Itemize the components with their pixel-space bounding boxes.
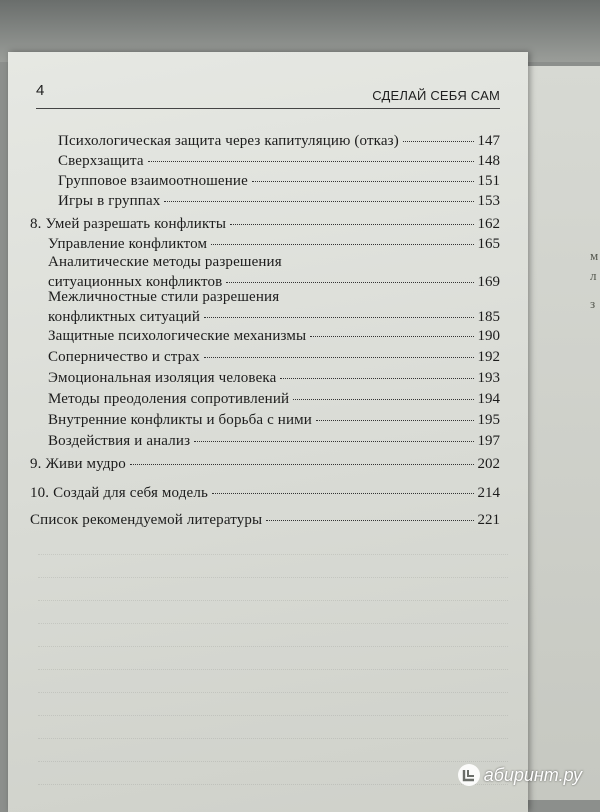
toc-entry bbox=[48, 235, 500, 253]
toc-entry-page: 195 bbox=[477, 412, 500, 428]
toc-entry-title: Эмоциональная изоляция человека bbox=[48, 370, 277, 386]
toc-entry bbox=[58, 152, 500, 170]
toc-entry-page: 197 bbox=[477, 433, 500, 449]
toc-entry bbox=[48, 390, 500, 408]
toc-entry-title: Управление конфликтом bbox=[48, 236, 208, 252]
toc-chapter bbox=[30, 511, 500, 529]
toc-entry-title-line1: Межличностные стили разрешения bbox=[48, 289, 280, 305]
toc-entry-title: Список рекомендуемой литературы bbox=[30, 512, 263, 528]
toc-entry-page: 221 bbox=[477, 512, 500, 528]
toc-entry bbox=[58, 172, 500, 190]
dot-leader bbox=[211, 244, 473, 245]
dot-leader bbox=[293, 399, 473, 400]
running-title: СДЕЛАЙ СЕБЯ САМ bbox=[372, 88, 500, 103]
toc-entry-title: Защитные психологические механизмы bbox=[48, 328, 307, 344]
toc-entry-title: Групповое взаимоотношение bbox=[58, 173, 248, 189]
toc-entry-title: Соперничество и страх bbox=[48, 349, 200, 365]
toc-entry-page: 193 bbox=[477, 370, 500, 386]
toc-entry bbox=[48, 369, 500, 387]
toc-entry-page: 194 bbox=[477, 391, 500, 407]
dot-leader bbox=[252, 181, 474, 182]
toc-entry-page: 202 bbox=[477, 456, 500, 472]
toc-entry-title: 10. Создай для себя модель bbox=[30, 485, 208, 501]
adjacent-page: м л з bbox=[528, 66, 600, 800]
toc-entry bbox=[48, 348, 500, 366]
dot-leader bbox=[230, 224, 473, 225]
toc-entry-page: 153 bbox=[477, 193, 500, 209]
page-number: 4 bbox=[36, 82, 45, 99]
dot-leader bbox=[164, 201, 473, 202]
dot-leader bbox=[194, 441, 473, 442]
dot-leader bbox=[204, 317, 474, 318]
toc-entry-page: 169 bbox=[477, 274, 500, 290]
toc-entry-page: 190 bbox=[477, 328, 500, 344]
toc-chapter bbox=[30, 484, 500, 502]
dot-leader bbox=[280, 378, 473, 379]
toc-entry-page: 148 bbox=[477, 153, 500, 169]
dot-leader bbox=[403, 141, 474, 142]
toc-entry bbox=[48, 308, 500, 326]
dot-leader bbox=[212, 493, 474, 494]
watermark bbox=[458, 764, 582, 786]
watermark-text: абиринт.ру bbox=[483, 764, 582, 785]
toc-entry-page: 165 bbox=[477, 236, 500, 252]
dot-leader bbox=[148, 161, 474, 162]
toc-entry-title: Игры в группах bbox=[58, 193, 161, 209]
toc-entry-page: 185 bbox=[477, 309, 500, 325]
toc-entry-title: 9. Живи мудро bbox=[30, 456, 126, 472]
toc-entry-title: Сверхзащита bbox=[58, 153, 144, 169]
toc-entry-page: 151 bbox=[477, 173, 500, 189]
toc-chapter bbox=[30, 455, 500, 473]
toc-entry-title: Психологическая защита через капитуляцию (отказ) bbox=[58, 133, 399, 149]
toc-entry bbox=[48, 411, 500, 429]
labirint-logo-icon bbox=[458, 764, 480, 786]
toc-entry-page: 214 bbox=[477, 485, 500, 501]
toc-entry-title-line1: Аналитические методы разрешения bbox=[48, 254, 282, 270]
dot-leader bbox=[310, 336, 473, 337]
dot-leader bbox=[226, 282, 473, 283]
header-rule bbox=[36, 108, 500, 109]
dot-leader bbox=[130, 464, 474, 465]
toc-entry-page: 147 bbox=[477, 133, 500, 149]
toc-chapter bbox=[30, 215, 500, 233]
toc-entry-title: 8. Умей разрешать конфликты bbox=[30, 216, 227, 232]
toc-entry-title: Воздействия и анализ bbox=[48, 433, 191, 449]
toc-entry-page: 192 bbox=[477, 349, 500, 365]
book-page bbox=[8, 52, 528, 812]
toc-entry-title: конфликтных ситуаций bbox=[48, 309, 200, 325]
show-through-text bbox=[38, 532, 508, 802]
toc-entry bbox=[58, 192, 500, 210]
toc-entry bbox=[48, 432, 500, 450]
toc-entry bbox=[58, 132, 500, 150]
dot-leader bbox=[204, 357, 474, 358]
toc-entry-title: ситуационных конфликтов bbox=[48, 274, 223, 290]
dot-leader bbox=[266, 520, 473, 521]
toc-entry bbox=[48, 327, 500, 345]
dot-leader bbox=[316, 420, 474, 421]
toc-entry-title: Методы преодоления сопротивлений bbox=[48, 391, 290, 407]
toc-entry-page: 162 bbox=[477, 216, 500, 232]
toc-entry-title: Внутренние конфликты и борьба с ними bbox=[48, 412, 312, 428]
